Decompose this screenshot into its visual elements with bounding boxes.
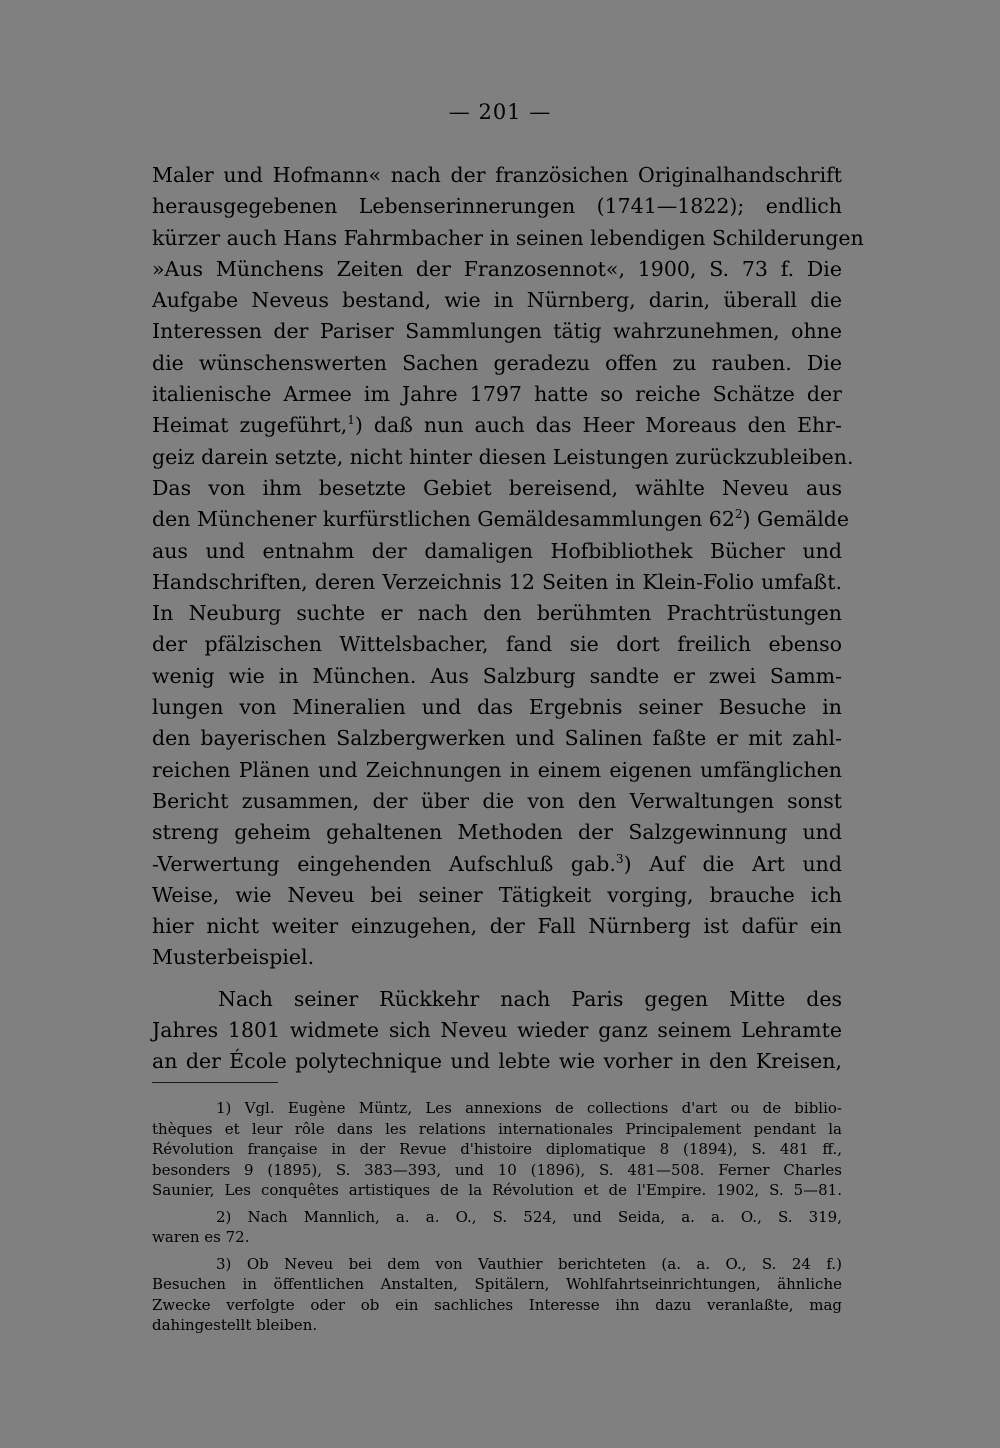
footnote-line: 2) Nach Mannlich, a. a. O., S. 524, und Seida, a. a. O., S. 319, [216,1207,842,1226]
text-line: der pfälzischen Wittelsbacher, fand sie dort freilich ebenso [152,632,842,657]
text-line: Bericht zusammen, der über die von den Verwaltungen sonst [152,788,842,813]
text-line: geiz darein setzte, nicht hinter diesen Leistungen zurückzubleiben. [152,444,854,469]
text-line: hier nicht weiter einzugehen, der Fall Nürnberg ist dafür ein [152,914,842,939]
footnote-line: 3) Ob Neveu bei dem von Vauthier berichteten (a. a. O., S. 24 f.) [216,1254,842,1273]
footnote-divider [152,1082,278,1083]
text-line: die wünschenswerten Sachen geradezu offen zu rauben. Die [152,350,842,375]
footnote-ref-3: 3 [615,851,624,866]
footnote-ref-1: 1 [347,413,355,428]
text-line: streng geheim gehaltenen Methoden der Salzgewinnung und [152,820,842,845]
text-line: aus und entnahm der damaligen Hofbibliothek Bücher und [152,538,842,563]
footnote-line: waren es 72. [152,1228,250,1246]
text-line: Maler und Hofmann« nach der französichen Originalhandschrift [152,163,842,187]
text-line: Nach seiner Rückkehr nach Paris gegen Mitte des [218,986,842,1011]
footnote-line: 1) Vgl. Eugène Müntz, Les annexions de collections d'art ou de biblio- [216,1099,842,1117]
footnote-line: Révolution française in der Revue d'histoire diplomatique 8 (1894), S. 481 ff., [152,1140,842,1158]
paragraph-gap [152,974,842,984]
text-line: Jahres 1801 widmete sich Neveu wieder ganz seinem Lehramte [152,1018,842,1043]
footnote-line: dahingestellt bleiben. [152,1316,318,1334]
text-segment: ) daß nun auch das Heer Moreaus den Ehr- [354,413,842,438]
text-line: kürzer auch Hans Fahrmbacher in seinen lebendigen Schilderungen [152,225,864,250]
text-line [152,504,850,535]
text-line: herausgegebenen Lebenserinnerungen (1741—1822); endlich [152,194,842,219]
text-line: reichen Plänen und Zeichnungen in einem eigenen umfänglichen [152,757,842,782]
text-line: Interessen der Pariser Sammlungen tätig wahrzunehmen, ohne [152,319,842,344]
text-line: an der École polytechnique und lebte wie vorher in den Kreisen, [152,1049,842,1074]
text-line: Weise, wie Neveu bei seiner Tätigkeit vorging, brauche ich [152,882,842,907]
footnotes [152,1098,842,1336]
text-line: Das von ihm besetzte Gebiet bereisend, wählte Neveu aus [152,475,842,500]
text-line: Handschriften, deren Verzeichnis 12 Seiten in Klein-Folio umfaßt. [152,569,842,594]
footnote-line: thèques et leur rôle dans les relations internationales Principalement pendant la [152,1119,842,1138]
text-line: den bayerischen Salzbergwerken und Salinen faßte er mit zahl- [152,726,842,751]
footnote-line: besonders 9 (1895), S. 383—393, und 10 (1896), S. 481—508. Ferner Charles [152,1160,842,1179]
text-segment: -Verwertung eingehenden Aufschluß gab. [152,851,616,876]
page-number: — 201 — [448,100,552,124]
text-line: Aufgabe Neveus bestand, wie in Nürnberg, darin, überall die [152,288,842,313]
text-line: Musterbeispiel. [152,945,315,970]
text-line: italienische Armee im Jahre 1797 hatte so reiche Schätze der [152,382,842,407]
footnote-line: Besuchen in öffentlichen Anstalten, Spitälern, Wohlfahrtseinrichtungen, ähnliche [152,1275,842,1293]
text-line: lungen von Mineralien und das Ergebnis seiner Besuche in [152,695,842,720]
text-line: In Neuburg suchte er nach den berühmten Prachtrüstungen [152,601,842,626]
footnote-line: Saunier, Les conquêtes artistiques de la Révolution et de l'Empire. 1902, S. 5—81. [152,1181,842,1199]
text-segment: den Münchener kurfürstlichen Gemäldesammlungen 62 [152,507,735,532]
text-line: wenig wie in München. Aus Salzburg sandte er zwei Samm- [152,663,842,688]
text-segment: ) Gemälde [742,507,850,532]
text-line [152,410,842,441]
text-line: »Aus Münchens Zeiten der Franzosennot«, 1900, S. 73 f. Die [152,256,842,281]
footnote-ref-2: 2 [734,507,743,522]
footnote-line: Zwecke verfolgte oder ob ein sachliches Interesse ihn dazu veranlaßte, mag [152,1295,842,1314]
text-line [152,849,842,880]
main-text [152,160,864,1078]
text-segment: Heimat zugeführt, [152,413,348,438]
text-segment: ) Auf die Art und [623,851,843,876]
